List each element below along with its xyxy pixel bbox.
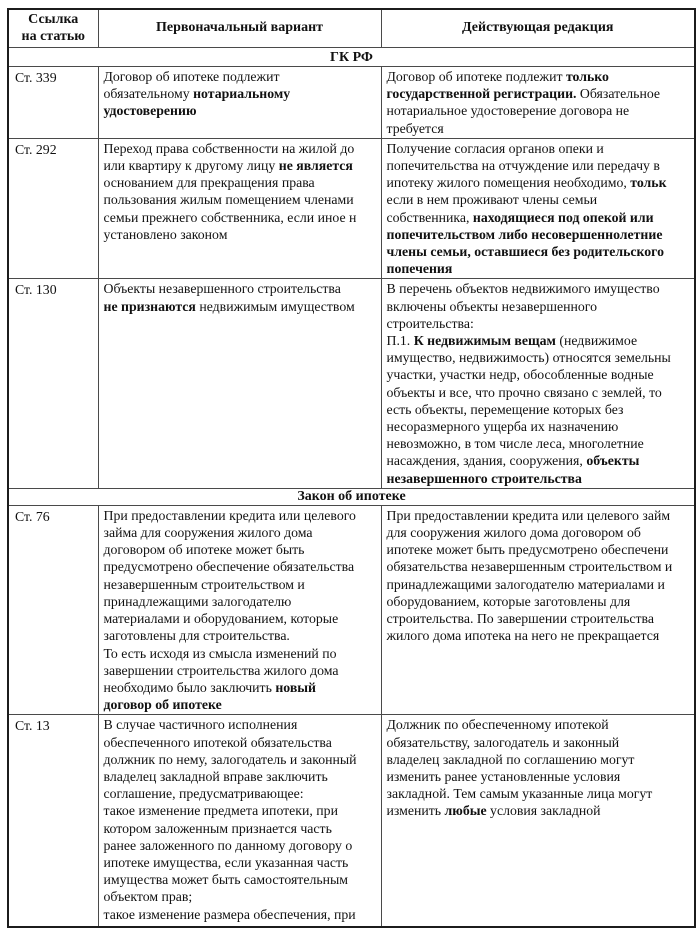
original-text-cell [98, 715, 381, 927]
text-line: участки, участки недр, обособленные водные [386, 367, 654, 383]
current-text-cell [381, 67, 695, 139]
article-row [8, 505, 695, 714]
text-line: попечительства на отчуждение или передачу в [386, 158, 660, 174]
text-line: попечительством либо несовершеннолетние [386, 226, 663, 242]
current-text-cell [381, 715, 695, 927]
text-line: договором об ипотеке может быть [103, 542, 305, 558]
text-line: ипотеке может быть предусмотрено обеспечени [386, 542, 669, 558]
text-line: соглашение, предусматривающее: [103, 786, 304, 802]
text-line: котором заложенным признается часть [103, 820, 332, 836]
text-line: для сооружения жилого дома договором об [386, 525, 641, 541]
text-line: объекты и все, что прочно связано с землей, то [386, 384, 662, 400]
text-line: займа для сооружения жилого дома [103, 525, 313, 541]
text-line: Договор об ипотеке подлежит только [386, 69, 609, 84]
article-row [8, 715, 695, 927]
text-line: Договор об ипотеке подлежит [103, 69, 280, 84]
text-line: нотариальное удостоверение договора не [386, 103, 630, 119]
article-row [8, 279, 695, 488]
text-line: включены объекты незавершенного [386, 298, 597, 314]
text-line: изменить ранее установленные условия [386, 768, 621, 784]
text-line: попечения [386, 261, 453, 277]
original-text-cell [98, 67, 381, 139]
text-line: государственной регистрации. Обязательное [386, 86, 661, 102]
text-line: должник по нему, залогодатель и законный [103, 751, 357, 767]
text-line: принадлежащими залогодателю материалами и [386, 576, 665, 592]
text-line: незавершенного строительства [386, 470, 582, 486]
text-line: В случае частичного исполнения [103, 717, 298, 733]
article-row [8, 138, 695, 279]
text-line: пользования жилым помещением членами [103, 192, 354, 208]
text-line: незавершенным строительством и [103, 576, 305, 592]
text-line: имущества может быть самостоятельным [103, 872, 349, 888]
text-line: объектом прав; [103, 889, 193, 905]
current-text-cell [381, 138, 695, 279]
text-line: обеспеченного ипотекой обязательства [103, 734, 332, 750]
original-text-cell [98, 505, 381, 714]
text-line: необходимо было заключить новый [103, 679, 317, 695]
current-text-cell [381, 505, 695, 714]
article-ref-cell: Ст. 76 [8, 505, 98, 714]
text-line: Объекты незавершенного строительства [103, 281, 341, 297]
text-line: ранее заложенного по данному договору о [103, 837, 353, 853]
text-line: основанием для прекращения права [103, 175, 315, 191]
section-row [8, 48, 695, 67]
text-line: обязательному нотариальному [103, 86, 291, 102]
text-line: собственника, находящиеся под опекой или [386, 209, 654, 225]
text-line: если в нем проживают члены семьи [386, 192, 598, 208]
text-line: не признаются недвижимым имуществом [103, 298, 355, 314]
text-line: удостоверению [103, 103, 197, 119]
text-line: Должник по обеспеченному ипотекой [386, 717, 609, 733]
comparison-table [7, 8, 696, 928]
text-line: оборудованием, которые заготовлены для [386, 593, 631, 609]
text-line: заготовлены для строительства. [103, 628, 290, 644]
section-label: ГК РФ [8, 48, 695, 67]
text-line: В перечень объектов недвижимого имущество [386, 281, 660, 297]
original-text-cell [98, 138, 381, 279]
text-line: семьи прежнего собственника, если иное н [103, 209, 357, 225]
text-line: При предоставлении кредита или целевого [103, 507, 356, 523]
text-line: владелец закладной вправе заключить [103, 768, 328, 784]
header-current-column: Действующая редакция [381, 9, 695, 48]
section-row [8, 488, 695, 505]
section-label: Закон об ипотеке [8, 488, 695, 505]
header-ref-line2: на статью [21, 28, 85, 44]
article-ref-cell: Ст. 13 [8, 715, 98, 927]
text-line: завершении строительства жилого дома [103, 662, 339, 678]
text-line: жилого дома ипотека на него не прекращается [386, 628, 660, 644]
text-line: есть объекты, перемещение которых без [386, 401, 624, 417]
header-ref-line1: Ссылка [28, 12, 79, 27]
text-line: строительства. По завершении строительства [386, 611, 654, 627]
text-line: предусмотрено обеспечение обязательства [103, 559, 355, 575]
text-line: такое изменение предмета ипотеки, при [103, 803, 338, 819]
text-line: Получение согласия органов опеки и [386, 140, 604, 156]
header-ref-column [8, 9, 98, 48]
text-line: изменить любые условия закладной [386, 803, 601, 819]
text-line: обязательству, залогодатель и законный [386, 734, 620, 750]
text-line: насаждения, здания, сооружения, объекты [386, 453, 640, 469]
current-text-cell [381, 279, 695, 488]
text-line: материалами и оборудованием, которые [103, 611, 339, 627]
text-line: или квартиру к другому лицу не является [103, 158, 353, 174]
text-line: П.1. К недвижимым вещам (недвижимое [386, 333, 638, 349]
text-line: требуется [386, 120, 444, 136]
table-header [8, 9, 695, 48]
text-line: установлено законом [103, 226, 228, 242]
text-line: такое изменение размера обеспечения, при [103, 906, 356, 922]
text-line: Переход права собственности на жилой до [103, 140, 355, 156]
article-row [8, 67, 695, 139]
text-line: несоразмерного ущерба их назначению [386, 419, 619, 435]
text-line: строительства: [386, 315, 474, 331]
original-text-cell [98, 279, 381, 488]
text-line: ипотеку жилого помещения необходимо, тольк [386, 175, 667, 191]
text-line: При предоставлении кредита или целевого займ [386, 507, 671, 523]
table-body [8, 48, 695, 927]
article-ref-cell: Ст. 339 [8, 67, 98, 139]
text-line: ипотеке имущества, если указанная часть [103, 854, 349, 870]
text-line: закладной. Тем самым указанные лица могут [386, 786, 653, 802]
header-original-column: Первоначальный вариант [98, 9, 381, 48]
text-line: обязательства незавершенным строительством и [386, 559, 673, 575]
header-row [8, 9, 695, 48]
text-line: члены семьи, оставшиеся без родительского [386, 244, 665, 260]
article-ref-cell: Ст. 292 [8, 138, 98, 279]
article-ref-cell: Ст. 130 [8, 279, 98, 488]
text-line: договор об ипотеке [103, 697, 222, 713]
text-line: владелец закладной по соглашению могут [386, 751, 635, 767]
text-line: имущество, недвижимость) относятся земельны [386, 350, 671, 366]
text-line: принадлежащими залогодателю [103, 593, 292, 609]
text-line: невозможно, в том числе леса, многолетние [386, 436, 644, 452]
text-line: То есть исходя из смысла изменений по [103, 645, 337, 661]
